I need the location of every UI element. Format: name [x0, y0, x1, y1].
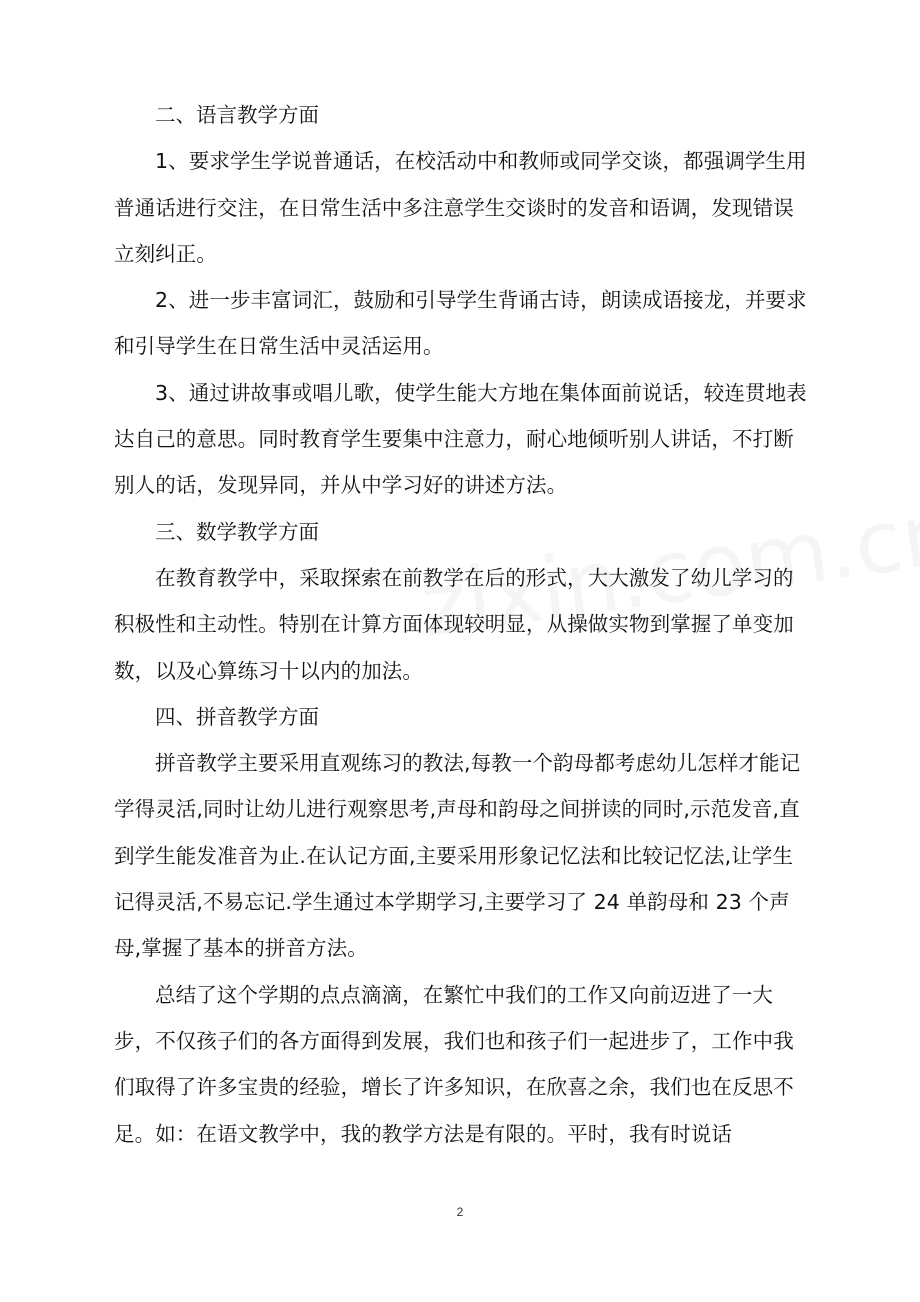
section-heading-pinyin: 四、拼音教学方面 — [155, 704, 319, 729]
paragraph-language-2: 2、进一步丰富词汇，鼓励和引导学生背诵古诗，朗读成语接龙，并要求和引导学生在日常生活中灵活运用。 — [114, 288, 807, 359]
paragraph-summary: 总结了这个学期的点点滴滴，在繁忙中我们的工作又向前迈进了一大步，不仅孩子们的各方面得到发展，我们也和孩子们一起进步了，工作中我们取得了许多宝贵的经验，增长了许多知识，在欣喜之余，我们也在反思不足。如：在语文教学中，我的教学方法是有限的。平时，我有时说话 — [114, 982, 794, 1146]
page-number: 2 — [456, 1205, 464, 1219]
section-heading-math: 三、数学教学方面 — [155, 519, 319, 544]
section-heading-language: 二、语言教学方面 — [155, 103, 319, 127]
paragraph-pinyin: 拼音教学主要采用直观练习的教法,每教一个韵母都考虑幼儿怎样才能记学得灵活,同时让幼儿进行观察思考,声母和韵母之间拼读的同时,示范发音,直到学生能发准音为止.在认记方面,主要采用形象记忆法和比较记忆法,让学生记得灵活,不易忘记.学生通过本学期学习,主要学习了 24 单韵母和 23 个声母,掌握了基本的拼音方法。 — [114, 751, 801, 961]
paragraph-language-3: 3、通过讲故事或唱儿歌，使学生能大方地在集体面前说话，较连贯地表达自己的意思。同时教育学生要集中注意力，耐心地倾听别人讲话，不打断别人的话，发现异同，并从中学习好的讲述方法。 — [114, 380, 807, 498]
document-body — [114, 92, 808, 1157]
paragraph-math: 在教育教学中，采取探索在前教学在后的形式，大大激发了幼儿学习的积极性和主动性。特别在计算方面体现较明显，从操做实物到掌握了单变加数，以及心算练习十以内的加法。 — [114, 565, 794, 683]
paragraph-language-1: 1、要求学生学说普通话，在校活动中和教师或同学交谈，都强调学生用普通话进行交注，在日常生活中多注意学生交谈时的发音和语调，发现错误立刻纠正。 — [114, 149, 807, 266]
